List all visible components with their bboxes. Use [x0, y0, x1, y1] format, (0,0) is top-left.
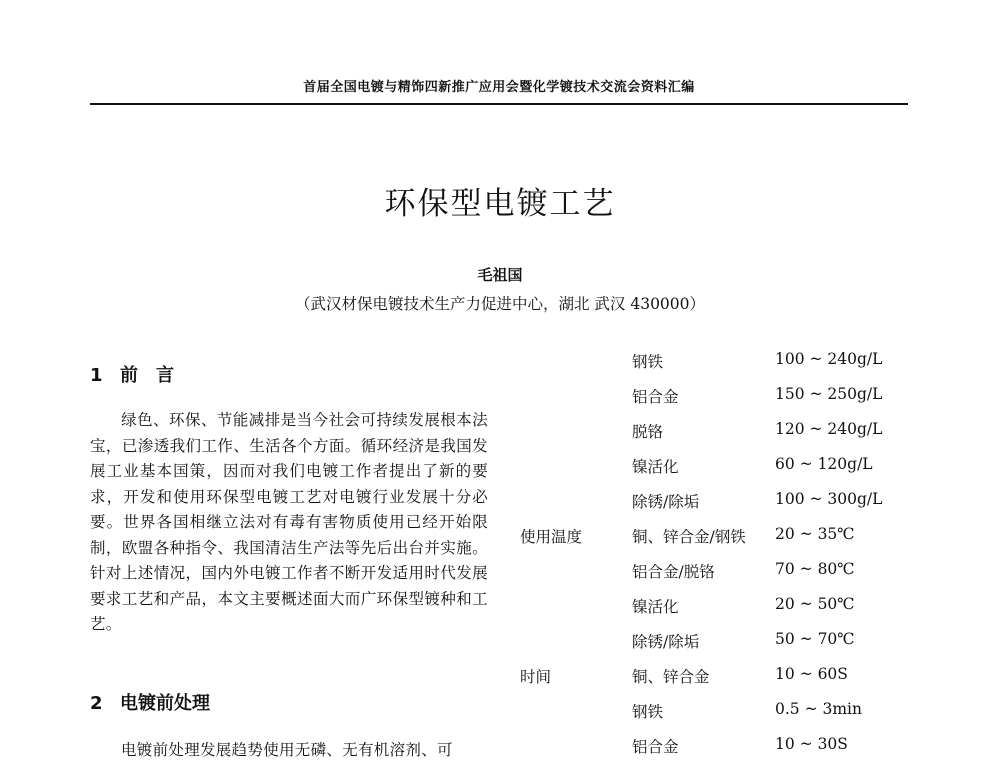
item-name: 铝合金 — [632, 738, 679, 756]
item-value: 20 ~ 35℃ — [775, 525, 855, 543]
item-value: 100 ~ 300g/L — [775, 490, 883, 508]
section-paragraph-1 — [90, 408, 488, 638]
item-name: 脱铬 — [632, 423, 664, 441]
item-value: 20 ~ 50℃ — [775, 595, 855, 613]
item-name: 镍活化 — [632, 598, 679, 616]
item-value: 100 ~ 240g/L — [775, 350, 883, 368]
header-rule — [90, 103, 908, 105]
item-name: 除锈/除垢 — [632, 493, 700, 511]
item-value: 10 ~ 60S — [775, 665, 848, 683]
item-name: 铜、锌合金/钢铁 — [632, 528, 746, 546]
author-name: 毛祖国 — [477, 266, 523, 284]
item-value: 70 ~ 80℃ — [775, 560, 855, 578]
section-title: 电镀前处理 — [120, 693, 210, 714]
paper-title: 环保型电镀工艺 — [384, 186, 616, 222]
section-number: 2 — [90, 693, 103, 714]
parameter-label: 使用温度 — [520, 528, 583, 546]
running-header: 首届全国电镀与精饰四新推广应用会暨化学镀技术交流会资料汇编 — [303, 80, 695, 95]
section-number: 1 — [90, 365, 103, 386]
author-affiliation: （武汉材保电镀技术生产力促进中心，湖北 武汉 430000） — [294, 295, 706, 313]
item-name: 除锈/除垢 — [632, 633, 700, 651]
item-value: 150 ~ 250g/L — [775, 385, 883, 403]
item-value: 120 ~ 240g/L — [775, 420, 883, 438]
item-name: 镍活化 — [632, 458, 679, 476]
item-value: 60 ~ 120g/L — [775, 455, 873, 473]
item-name: 铝合金/脱铬 — [632, 563, 715, 581]
paragraph-text: 绿色、环保、节能减排是当今社会可持续发展根本法宝，已渗透我们工作、生活各个方面。循环经济是我国发展工业基本国策，因而对我们电镀工作者提出了新的要求，开发和使用环保型电镀工艺对电镀行业发展十分必要。世界各国相继立法对有毒有害物质使用已经开始限制，欧盟各种指令、我国清洁生产法等先后出台并实施。针对上述情况，国内外电镀工作者不断开发适用时代发展要求工艺和产品，本文主要概述面大而广环保型镀种和工艺。 — [90, 411, 488, 633]
parameter-label: 时间 — [520, 668, 552, 686]
item-name: 钢铁 — [632, 353, 664, 371]
item-name: 钢铁 — [632, 703, 664, 721]
section-title: 前 言 — [120, 365, 174, 386]
paragraph-text: 电镀前处理发展趋势使用无磷、无有机溶剂、可 — [121, 741, 453, 759]
item-name: 铝合金 — [632, 388, 679, 406]
item-value: 10 ~ 30S — [775, 735, 848, 753]
item-name: 铜、锌合金 — [632, 668, 710, 686]
item-value: 0.5 ~ 3min — [775, 700, 862, 718]
section-heading-1 — [90, 361, 174, 387]
item-value: 50 ~ 70℃ — [775, 630, 855, 648]
section-heading-2 — [90, 689, 210, 715]
